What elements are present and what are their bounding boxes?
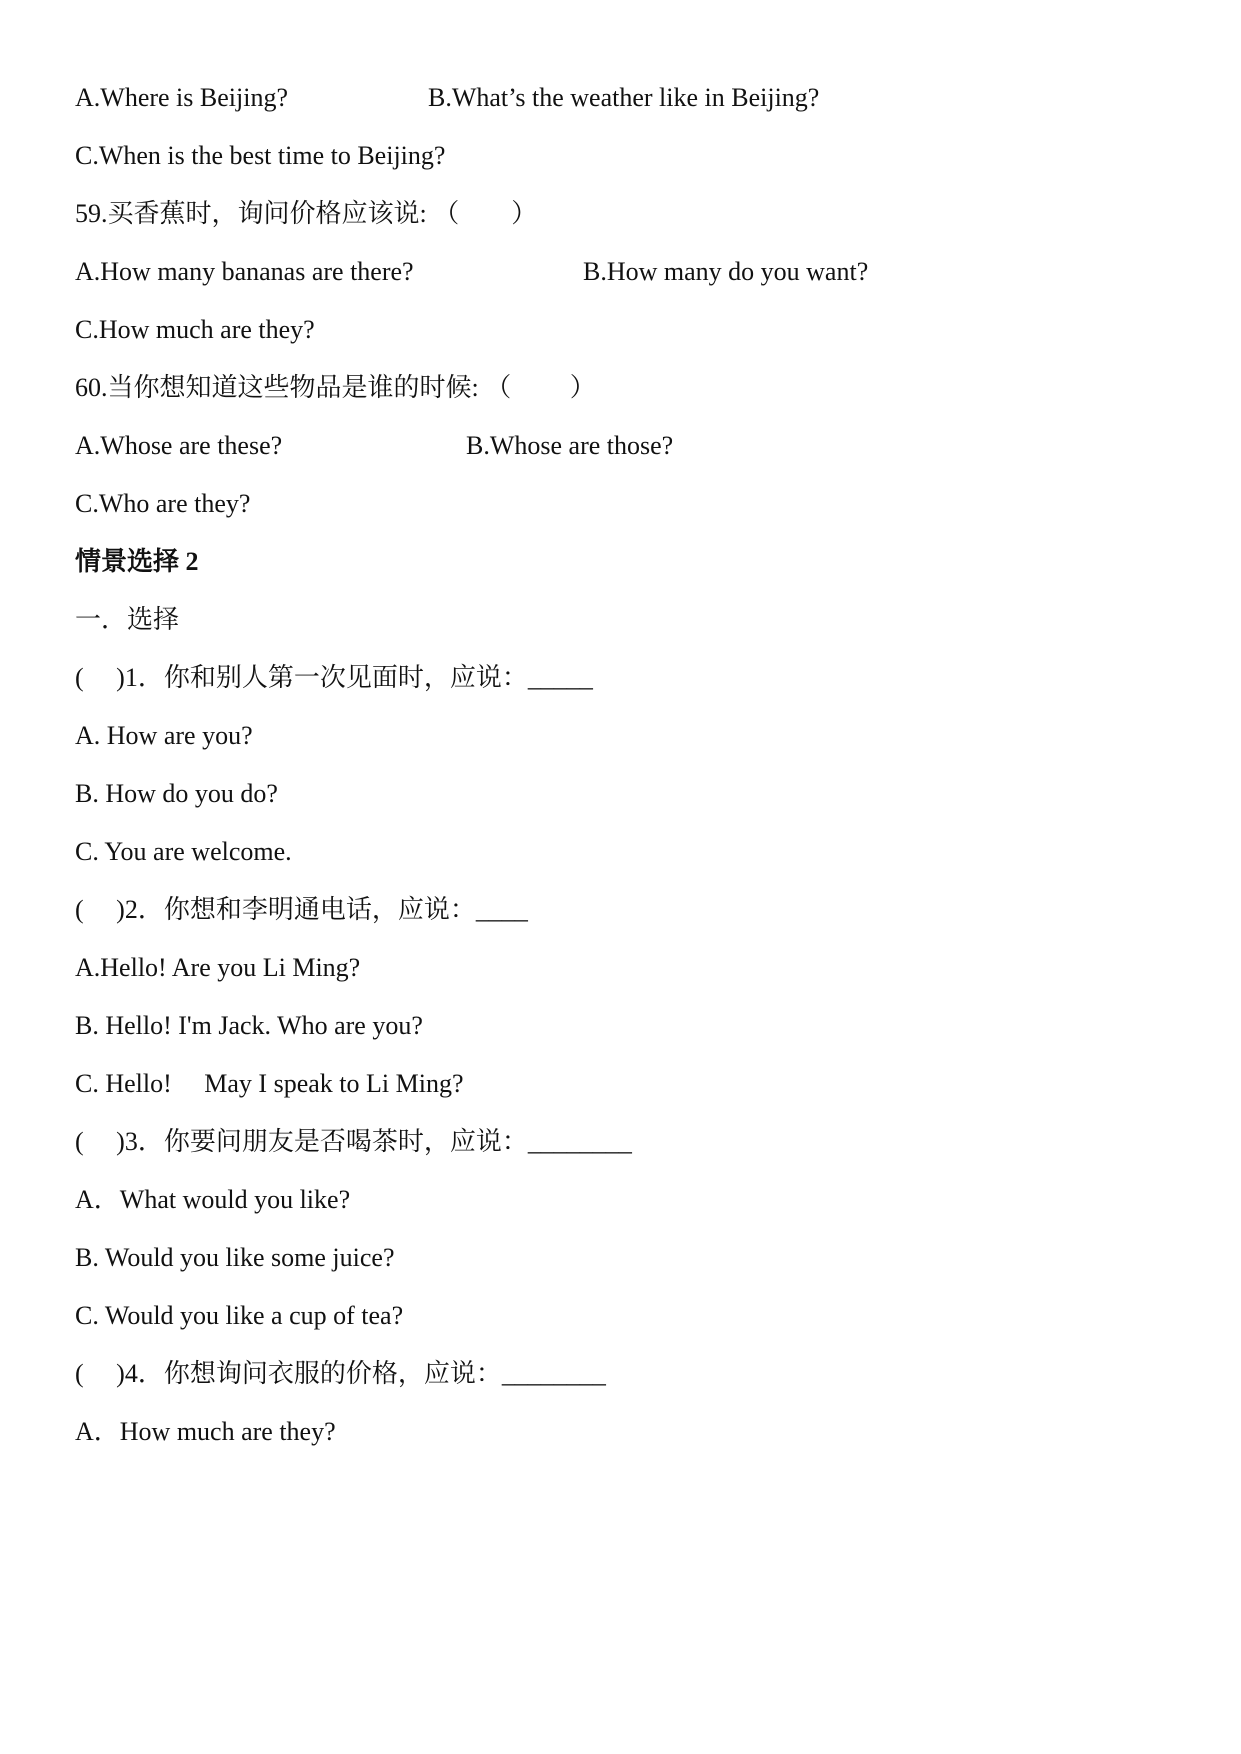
q58-option-b: B.What’s the weather like in Beijing? bbox=[428, 83, 820, 112]
s1-option-b: B. How do you do? bbox=[75, 779, 278, 808]
s3-question: ( )3．你要问朋友是否喝茶时，应说：________ bbox=[75, 1127, 632, 1156]
s1-option-a: A. How are you? bbox=[75, 721, 253, 750]
q59-option-a: A.How many bananas are there? bbox=[75, 257, 414, 286]
s2-option-c: C. Hello! May I speak to Li Ming? bbox=[75, 1069, 464, 1098]
section-subtitle: 一．选择 bbox=[75, 605, 180, 634]
s2-question: ( )2．你想和李明通电话，应说：____ bbox=[75, 895, 528, 924]
s2-option-a: A.Hello! Are you Li Ming? bbox=[75, 953, 361, 982]
s1-question: ( )1．你和别人第一次见面时，应说：_____ bbox=[75, 663, 593, 692]
s4-option-a: A．How much are they? bbox=[75, 1417, 336, 1446]
s2-option-b: B. Hello! I'm Jack. Who are you? bbox=[75, 1011, 423, 1040]
s3-option-a: A．What would you like? bbox=[75, 1185, 351, 1214]
q58-option-c: C.When is the best time to Beijing? bbox=[75, 141, 446, 170]
s1-option-c: C. You are welcome. bbox=[75, 837, 292, 866]
s3-option-c: C. Would you like a cup of tea? bbox=[75, 1301, 404, 1330]
q60-option-c: C.Who are they? bbox=[75, 489, 251, 518]
q60-option-a: A.Whose are these? bbox=[75, 431, 283, 460]
q60-question: 60.当你想知道这些物品是谁的时候: （ ） bbox=[75, 373, 596, 402]
s4-question: ( )4．你想询问衣服的价格，应说：________ bbox=[75, 1359, 606, 1388]
q59-option-b: B.How many do you want? bbox=[583, 257, 869, 286]
q58-option-a: A.Where is Beijing? bbox=[75, 83, 288, 112]
q60-option-b: B.Whose are those? bbox=[466, 431, 674, 460]
section-title: 情景选择 2 bbox=[75, 547, 199, 576]
q59-option-c: C.How much are they? bbox=[75, 315, 315, 344]
s3-option-b: B. Would you like some juice? bbox=[75, 1243, 395, 1272]
q59-question: 59.买香蕉时，询问价格应该说: （ ） bbox=[75, 199, 538, 228]
